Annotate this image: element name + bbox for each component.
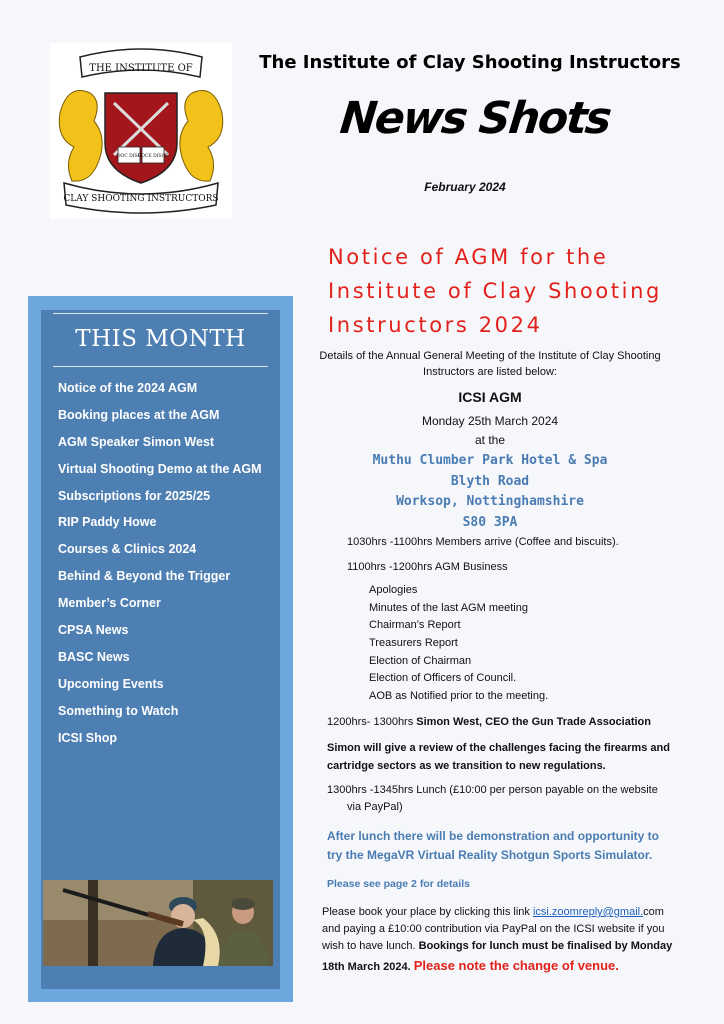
sidebar-heading: THIS MONTH xyxy=(75,326,246,352)
contents-item-members-corner[interactable]: Member’s Corner xyxy=(58,596,161,611)
agenda-item: Election of Chairman xyxy=(369,654,472,667)
contents-item-behind-trigger[interactable]: Behind & Beyond the Trigger xyxy=(58,569,231,584)
contents-item-something-to-watch[interactable]: Something to Watch xyxy=(58,703,179,718)
booking-line xyxy=(322,938,672,954)
contents-list xyxy=(58,381,283,757)
booking-text: com xyxy=(643,906,664,918)
sidebar-divider xyxy=(53,313,268,314)
notice-title-line: Institute of Clay Shooting xyxy=(328,279,662,303)
contents-item-basc-news[interactable]: BASC News xyxy=(58,649,130,664)
shooting-photo xyxy=(43,880,273,966)
booking-line xyxy=(322,958,619,975)
venue-change-notice: Please note the change of venue. xyxy=(413,958,619,973)
agenda-item: Chairman’s Report xyxy=(369,619,461,632)
newsletter-masthead: News Shots xyxy=(337,93,613,144)
agm-date: Monday 25th March 2024 xyxy=(421,414,559,428)
shooters-image-icon xyxy=(43,880,273,966)
see-page-note: Please see page 2 for details xyxy=(327,878,470,890)
deadline-date: 18th March 2024. xyxy=(322,961,414,973)
agm-at-label: at the xyxy=(474,433,506,447)
svg-text:CLAY SHOOTING INSTRUCTORS: CLAY SHOOTING INSTRUCTORS xyxy=(63,194,219,204)
demo-announcement: try the MegaVR Virtual Reality Shotgun Sports Simulator. xyxy=(327,848,653,862)
speaker-description: Simon will give a review of the challenges facing the firearms and xyxy=(327,742,670,754)
agenda-item: Election of Officers of Council. xyxy=(369,672,517,685)
demo-announcement: After lunch there will be demonstration and opportunity to xyxy=(327,829,660,843)
booking-line xyxy=(322,904,664,920)
booking-line: and paying a £10:00 contribution via PayPal on the ICSI website if you xyxy=(322,923,665,935)
venue-name: Muthu Clumber Park Hotel & Spa xyxy=(372,453,608,468)
contents-item-virtual-demo[interactable]: Virtual Shooting Demo at the AGM xyxy=(58,461,262,476)
contents-item-shop[interactable]: ICSI Shop xyxy=(58,730,118,745)
speaker-time: 1200hrs- 1300hrs xyxy=(327,716,417,728)
lunch-time: 1300hrs -1345hrs Lunch (£10:00 per person payable on the website xyxy=(327,784,658,796)
agenda-item: Treasurers Report xyxy=(369,637,458,650)
agenda-list xyxy=(369,584,548,708)
sidebar-divider xyxy=(53,366,268,367)
venue-address xyxy=(330,451,650,533)
speaker-description: cartridge sectors as we transition to new regulations. xyxy=(327,760,606,772)
venue-postcode: S80 3PA xyxy=(462,514,518,530)
business-time: 1100hrs -1200hrs AGM Business xyxy=(347,561,508,573)
org-title: The Institute of Clay Shooting Instructors xyxy=(259,52,681,73)
venue-town: Worksop, Nottinghamshire xyxy=(396,494,584,509)
lunch-deadline: Bookings for lunch must be finalised by Monday xyxy=(418,940,673,952)
issue-date: February 2024 xyxy=(424,180,506,194)
contents-item-upcoming-events[interactable]: Upcoming Events xyxy=(58,676,164,691)
notice-title xyxy=(328,240,688,342)
contents-item-cpsa-news[interactable]: CPSA News xyxy=(58,623,129,638)
agm-heading: ICSI AGM xyxy=(458,389,522,405)
contents-item-rip[interactable]: RIP Paddy Howe xyxy=(58,515,157,530)
speaker-line xyxy=(327,714,651,730)
notice-intro: Details of the Annual General Meeting of the Institute of Clay Shooting Instructors are listed below: xyxy=(319,350,661,378)
contents-item-subscriptions[interactable]: Subscriptions for 2025/25 xyxy=(58,488,211,503)
speaker-name: Simon West, CEO the Gun Trade Association xyxy=(416,716,651,728)
logo-crest-icon xyxy=(50,43,232,219)
svg-text:DOCE DISCE: DOCE DISCE xyxy=(137,154,169,159)
booking-text: wish to have lunch. xyxy=(322,940,419,952)
agenda-item: AOB as Notified prior to the meeting. xyxy=(369,690,549,703)
booking-email-link[interactable]: icsi.zoomreply@gmail. xyxy=(532,906,644,918)
institute-logo xyxy=(50,43,232,219)
svg-text:DOC DISC: DOC DISC xyxy=(116,154,142,159)
agenda-item: Apologies xyxy=(369,584,418,596)
contents-item-agm-notice[interactable]: Notice of the 2024 AGM xyxy=(58,381,198,395)
notice-title-line: Notice of AGM for the xyxy=(328,245,609,269)
contents-item-booking[interactable]: Booking places at the AGM xyxy=(58,407,220,422)
arrival-time: 1030hrs -1100hrs Members arrive (Coffee and biscuits). xyxy=(347,536,619,548)
svg-text:THE INSTITUTE OF: THE INSTITUTE OF xyxy=(89,63,193,74)
lunch-payment: via PayPal) xyxy=(347,801,403,813)
contents-item-courses[interactable]: Courses & Clinics 2024 xyxy=(58,542,197,557)
agenda-item: Minutes of the last AGM meeting xyxy=(369,601,528,614)
booking-text: Please book your place by clicking this link xyxy=(322,906,533,918)
contents-item-speaker[interactable]: AGM Speaker Simon West xyxy=(58,434,215,449)
notice-title-line: Instructors 2024 xyxy=(328,313,543,337)
venue-street: Blyth Road xyxy=(450,473,530,489)
